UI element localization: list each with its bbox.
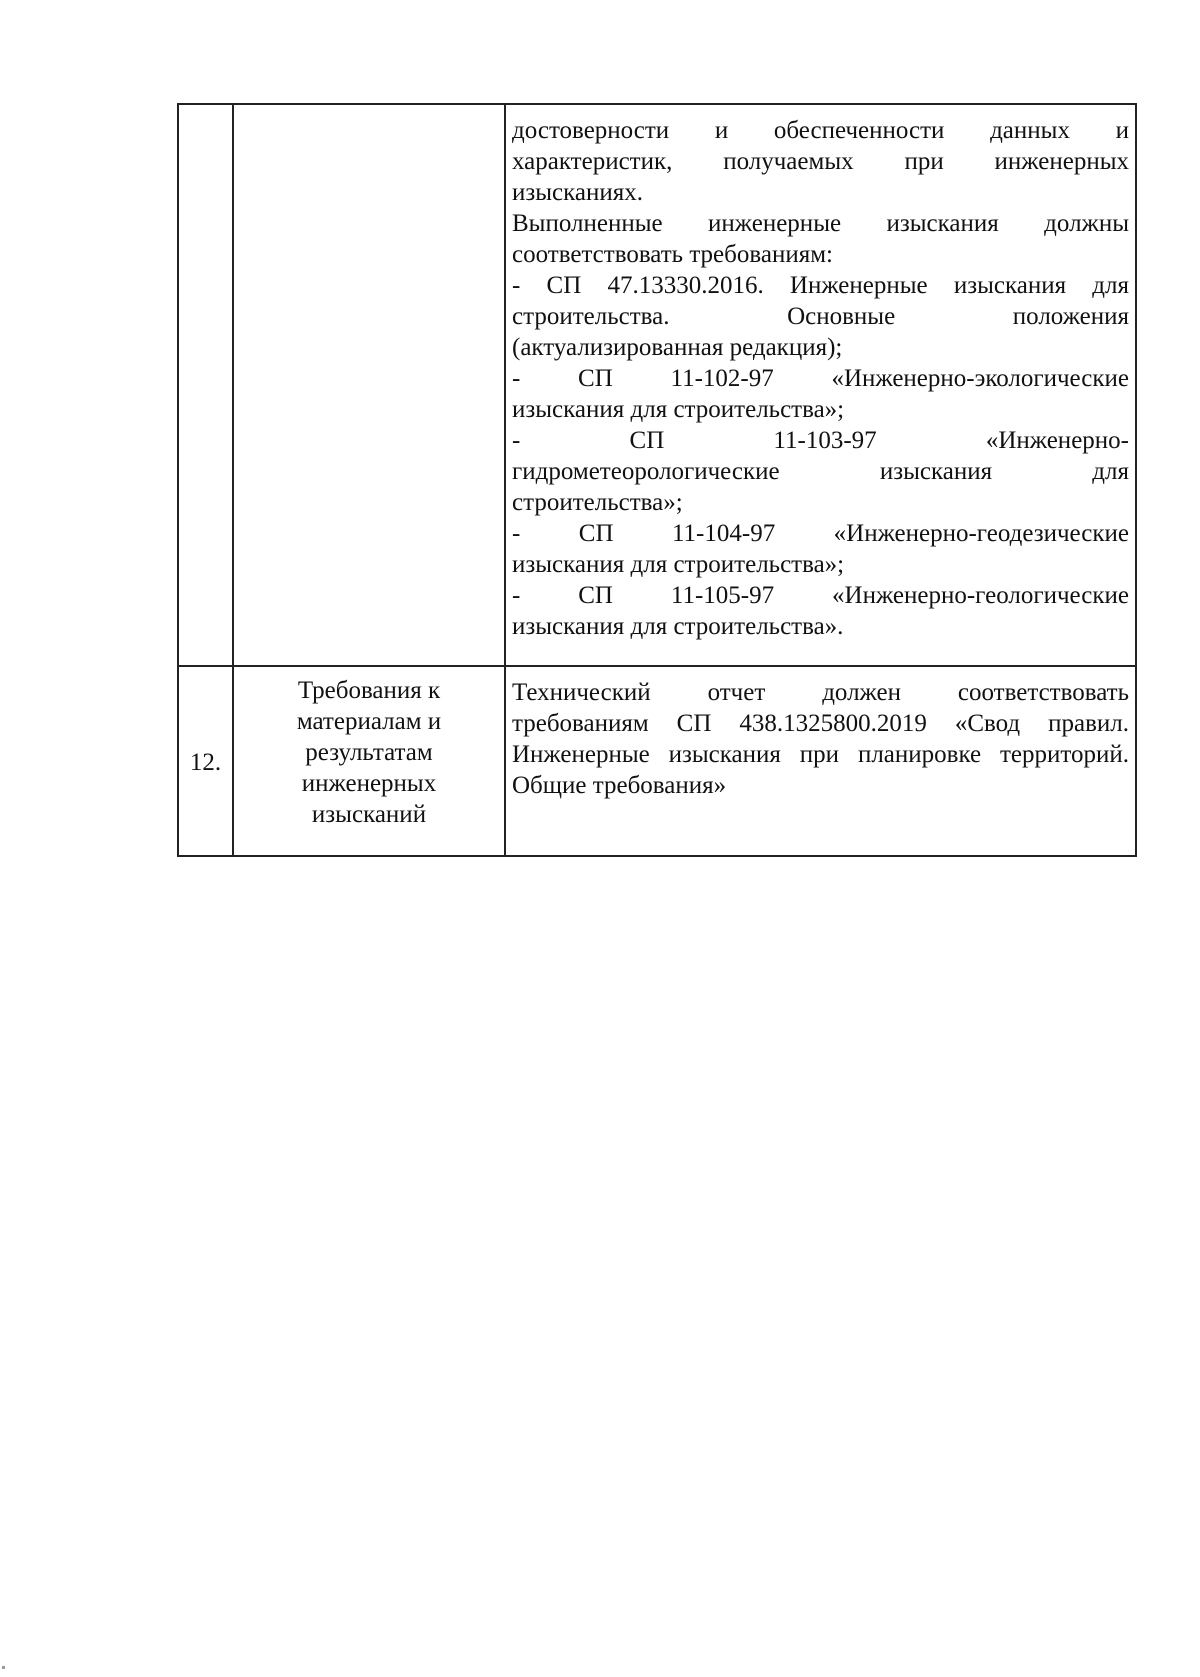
requirement-cell — [505, 666, 1136, 856]
row-number-cell — [178, 666, 233, 856]
row-name-line: Требования к — [297, 677, 441, 704]
requirement-line: Общие требования» — [512, 772, 727, 799]
row-name-line: инженерных — [301, 770, 437, 797]
requirement-line: требованиям СП 438.1325800.2019 «Свод правил. — [512, 710, 1129, 737]
row-name-cell — [233, 666, 505, 856]
requirement-line: - СП 11-102-97 «Инженерно-экологические — [512, 365, 1129, 392]
requirement-line: - СП 11-103-97 «Инженерно- — [512, 427, 1129, 454]
row-name-cell — [233, 104, 505, 666]
requirement-line: - СП 11-105-97 «Инженерно-геологические — [512, 582, 1129, 609]
requirements-table — [177, 103, 1137, 857]
row-name-line: изысканий — [311, 801, 427, 828]
requirement-line: достоверности и обеспеченности данных и — [512, 117, 1129, 144]
row-number-cell — [178, 104, 233, 666]
requirement-line: изыскания для строительства»; — [512, 396, 845, 423]
requirement-line: строительства»; — [512, 489, 683, 516]
requirement-line: Технический отчет должен соответствовать — [512, 679, 1129, 706]
row-name-line: результатам — [305, 739, 433, 766]
requirement-line: - СП 47.13330.2016. Инженерные изыскания для — [512, 272, 1129, 299]
requirement-line: изыскания для строительства». — [512, 613, 844, 640]
row-number: 12. — [189, 748, 222, 776]
requirement-line: изысканиях. — [512, 179, 644, 206]
table-row-continued — [178, 104, 1136, 666]
requirement-line: изыскания для строительства»; — [512, 551, 845, 578]
requirement-line: соответствовать требованиям: — [512, 241, 833, 268]
row-name-line: материалам и — [296, 708, 442, 735]
requirement-line: строительства. Основные положения — [512, 303, 1129, 330]
requirement-line: Выполненные инженерные изыскания должны — [512, 210, 1129, 237]
requirement-line: гидрометеорологические изыскания для — [512, 458, 1129, 485]
requirement-line: Инженерные изыскания при планировке территорий. — [512, 741, 1129, 768]
requirement-line: (актуализированная редакция); — [512, 334, 843, 361]
table-row-12 — [178, 666, 1136, 856]
requirement-cell — [505, 104, 1136, 666]
requirement-line: - СП 11-104-97 «Инженерно-геодезические — [512, 520, 1129, 547]
requirement-line: характеристик, получаемых при инженерных — [512, 148, 1129, 175]
scan-artifact — [2, 1666, 5, 1669]
